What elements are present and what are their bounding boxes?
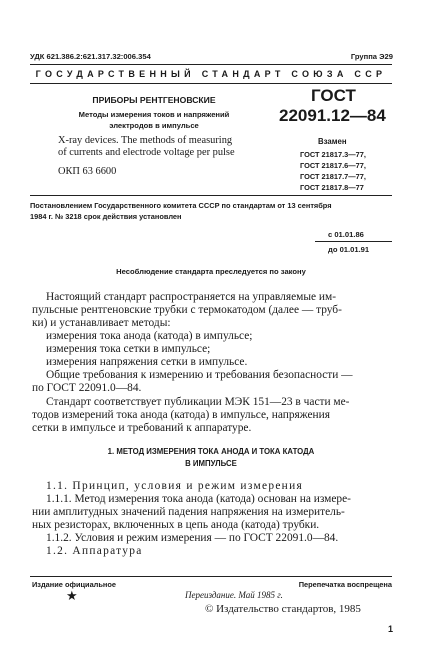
intro-line: измерения напряжения сетки в импульсе.	[46, 356, 248, 368]
section-paragraph-heading: 1.1. Принцип, условия и режим измерения	[46, 480, 304, 492]
gost-label: ГОСТ	[311, 86, 356, 105]
section-line: ных резисторах, включенных в цепь анода (катода) трубки.	[32, 519, 320, 531]
validity-from: с 01.01.86	[328, 230, 364, 239]
title-block-rule	[30, 195, 392, 196]
english-title-line2: of currents and electrode voltage per pulse	[58, 147, 235, 158]
reprint-prohibited-label: Перепечатка воспрещена	[298, 580, 392, 589]
group-code: Группа Э29	[350, 52, 393, 61]
star-icon: ★	[66, 588, 78, 603]
section-heading-line2: В ИМПУЛЬСЕ	[185, 459, 237, 468]
document-subtitle-line1: Методы измерения токов и напряжений	[78, 110, 230, 119]
intro-line: пульсные рентгеновские трубки с термокатодом (далее — труб-	[32, 304, 342, 316]
udk-code: УДК 621.386.2:621.317.32:006.354	[30, 52, 151, 61]
header-rule-top	[30, 64, 392, 65]
okp-code: ОКП 63 6600	[58, 166, 117, 177]
english-title-line1: X-ray devices. The methods of measuring	[58, 135, 233, 146]
footer-rule	[30, 576, 392, 577]
intro-line: ки) и устанавливает методы:	[32, 317, 171, 329]
replaced-standard: ГОСТ 21817.8—77	[300, 183, 364, 192]
replaced-standard: ГОСТ 21817.7—77,	[300, 172, 366, 181]
reissue-note: Переиздание. Май 1985 г.	[185, 590, 283, 600]
document-subtitle-line2: электродов в импульсе	[109, 121, 199, 130]
intro-line: Стандарт соответствует публикации МЭК 151—23 в части ме-	[46, 396, 350, 408]
decree-line2: 1984 г. № 3218 срок действия установлен	[30, 212, 182, 221]
replaced-label: Взамен	[318, 137, 347, 146]
intro-line: Настоящий стандарт распространяется на управляемые им-	[46, 291, 336, 303]
header-rule-bottom	[30, 83, 392, 84]
document-title: ПРИБОРЫ РЕНТГЕНОВСКИЕ	[92, 95, 216, 105]
replaced-standard: ГОСТ 21817.6—77,	[300, 161, 366, 170]
legal-warning: Несоблюдение стандарта преследуется по закону	[116, 267, 306, 276]
page-number: 1	[387, 624, 393, 634]
validity-to: до 01.01.91	[328, 245, 370, 254]
intro-line: измерения тока анода (катода) в импульсе;	[46, 330, 253, 342]
section-line: нии амплитудных значений падения напряжения на измеритель-	[32, 506, 345, 518]
intro-line: измерения тока сетки в импульсе;	[46, 343, 211, 355]
section-line: 1.1.2. Условия и режим измерения — по ГОСТ 22091.0—84.	[46, 532, 339, 544]
official-edition-label: Издание официальное	[32, 580, 117, 589]
validity-divider	[315, 241, 392, 242]
section-line: 1.1.1. Метод измерения тока анода (катода) основан на измере-	[46, 493, 351, 505]
decree-line1: Постановлением Государственного комитета СССР по стандартам от 13 сентября	[30, 201, 332, 210]
intro-line: сетки в импульсе и требований к аппаратуре.	[32, 422, 252, 434]
copyright-line: © Издательство стандартов, 1985	[205, 603, 361, 615]
intro-line: тодов измерений тока анода (катода) в импульсе, напряжения	[32, 409, 330, 421]
gost-number: 22091.12—84	[279, 106, 386, 125]
intro-line: по ГОСТ 22091.0—84.	[32, 382, 142, 394]
state-standard-banner: ГОСУДАРСТВЕННЫЙ СТАНДАРТ СОЮЗА ССР	[35, 69, 387, 79]
section-heading-line1: 1. МЕТОД ИЗМЕРЕНИЯ ТОКА АНОДА И ТОКА КАТОДА	[107, 447, 315, 456]
intro-line: Общие требования к измерению и требования безопасности —	[46, 369, 353, 381]
replaced-standard: ГОСТ 21817.3—77,	[300, 150, 366, 159]
section-paragraph-heading: 1.2. Аппаратура	[46, 545, 143, 557]
